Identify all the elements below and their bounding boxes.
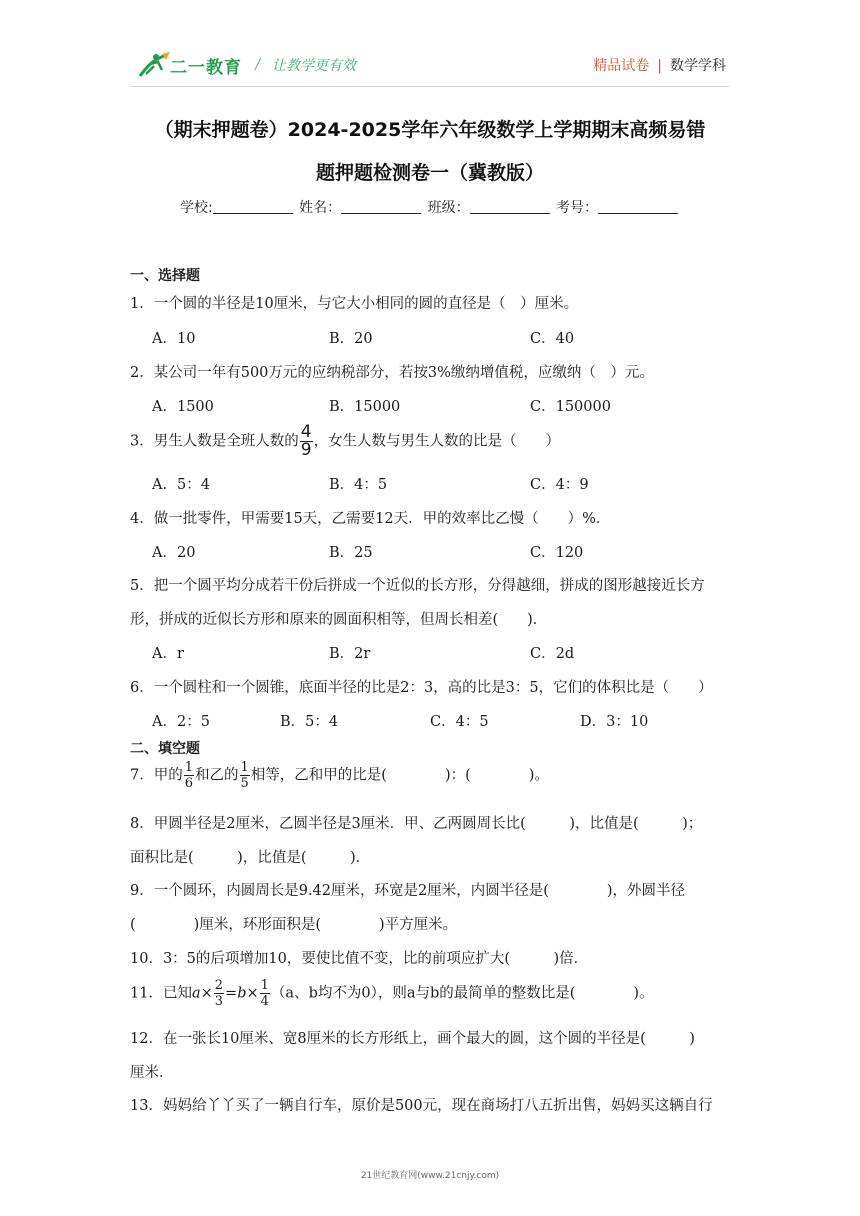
class-blank[interactable] [470, 199, 550, 214]
q4-option-c[interactable]: C．120 [530, 545, 584, 561]
tag-quality: 精品试卷 [593, 58, 650, 74]
q5-option-c[interactable]: C．2d [530, 646, 575, 662]
question-6: 6．一个圆柱和一个圆锥，底面半径的比是2：3，高的比是3：5，它们的体积比是（ ） [130, 680, 713, 696]
question-5-line-1: 5．把一个圆平均分成若干份后拼成一个近似的长方形，分得越细，拼成的图形越接近长方 [130, 578, 705, 594]
q11-fraction-2: $\frac{1}{4}$ [260, 978, 269, 1009]
q1-option-a[interactable]: A．10 [152, 331, 196, 347]
question-5-line-2: 形，拼成的近似长方形和原来的圆面积相等，但周长相差( )． [130, 612, 548, 628]
number-label: 考号： [556, 200, 599, 216]
q4-option-b[interactable]: B．25 [329, 545, 373, 561]
name-label: 姓名： [299, 200, 342, 216]
q3-fraction: $\frac{4}{9}$ [300, 422, 312, 460]
student-info [0, 197, 860, 217]
section-choice: 一、选择题 [130, 268, 200, 284]
q6-option-b[interactable]: B．5：4 [280, 714, 339, 730]
q1-option-c[interactable]: C．40 [530, 331, 575, 347]
name-blank[interactable] [341, 199, 421, 214]
school-label: 学校: [179, 200, 213, 216]
slogan-separator: / [255, 55, 261, 73]
q2-option-c[interactable]: C．150000 [530, 399, 611, 415]
question-7: 7．甲的 $\frac{1}{6}$ 和乙的 $\frac{1}{5}$ 相等，乙和甲的比是( )：( )。 [130, 760, 549, 791]
question-13-line-1: 13．妈妈给丫丫买了一辆自行车，原价是500元，现在商场打八五折出售，妈妈买这辆自行 [130, 1098, 713, 1114]
tag-subject: 数学学科 [670, 58, 726, 74]
question-8-line-1: 8．甲圆半径是2厘米，乙圆半径是3厘米．甲、乙两圆周长比( )，比值是( )； [130, 816, 703, 832]
q3-option-a[interactable]: A．5：4 [152, 477, 210, 493]
footer: 21世纪教育网(www.21cnjy.com) [360, 1171, 500, 1181]
q11-fraction-1: $\frac{2}{3}$ [214, 978, 224, 1009]
q5-option-b[interactable]: B．2r [329, 646, 371, 662]
question-4: 4．做一批零件，甲需要15天，乙需要12天．甲的效率比乙慢（ ）%． [130, 511, 611, 527]
class-label: 班级： [427, 200, 470, 216]
question-12-line-2: 厘米． [130, 1065, 174, 1081]
question-11: 11．已知a× $\frac{2}{3}$ =b× $\frac{1}{4}$ （a、b均不为0），则a与b的最简单的整数比是( )。 [130, 978, 654, 1009]
title-line-2: 题押题检测卷一（冀教版） [315, 162, 544, 184]
header-tags: 精品试卷 | 数学学科 [593, 58, 726, 74]
slogan: 让教学更有效 [272, 58, 356, 74]
q2-option-a[interactable]: A．1500 [152, 399, 214, 415]
q6-option-a[interactable]: A．2：5 [152, 714, 210, 730]
question-9-line-1: 9．一个圆环，内圆周长是9.42厘米，环宽是2厘米，内圆半径是( )，外圆半径 [130, 883, 686, 899]
q6-option-d[interactable]: D．3：10 [580, 714, 649, 730]
question-10: 10．3：5的后项增加10，要使比值不变，比的前项应扩大( )倍． [130, 951, 589, 967]
number-blank[interactable] [598, 199, 678, 214]
q7-fraction-2: $\frac{1}{5}$ [240, 760, 249, 791]
header-divider [130, 86, 730, 87]
q2-option-b[interactable]: B．15000 [329, 399, 401, 415]
logo-text: 二一教育 [170, 58, 242, 78]
q4-option-a[interactable]: A．20 [152, 545, 196, 561]
q1-option-b[interactable]: B．20 [329, 331, 373, 347]
question-8-line-2: 面积比是( )，比值是( )． [130, 850, 371, 866]
question-9-line-2: ( )厘米，环形面积是( )平方厘米。 [130, 917, 458, 933]
question-12-line-1: 12．在一张长10厘米、宽8厘米的长方形纸上，画个最大的圆，这个圆的半径是( ) [130, 1031, 695, 1047]
question-1: 1．一个圆的半径是10厘米，与它大小相同的圆的直径是（ ）厘米。 [130, 296, 579, 312]
q3-option-c[interactable]: C．4：9 [530, 477, 589, 493]
q5-option-a[interactable]: A．r [152, 646, 184, 662]
school-blank[interactable] [213, 199, 293, 214]
q7-fraction-1: $\frac{1}{6}$ [184, 760, 194, 791]
title-line-1: （期末押题卷）2024-2025学年六年级数学上学期期末高频易错 [154, 119, 706, 141]
q6-option-c[interactable]: C．4：5 [430, 714, 489, 730]
section-fill: 二、填空题 [130, 741, 200, 757]
q3-option-b[interactable]: B．4：5 [329, 477, 388, 493]
question-3: 3．男生人数是全班人数的 $\frac{4}{9}$ ，女生人数与男生人数的比是（ ） [130, 422, 561, 460]
question-2: 2．某公司一年有500万元的应纳税部分，若按3%缴纳增值税，应缴纳（ ）元。 [130, 365, 654, 381]
